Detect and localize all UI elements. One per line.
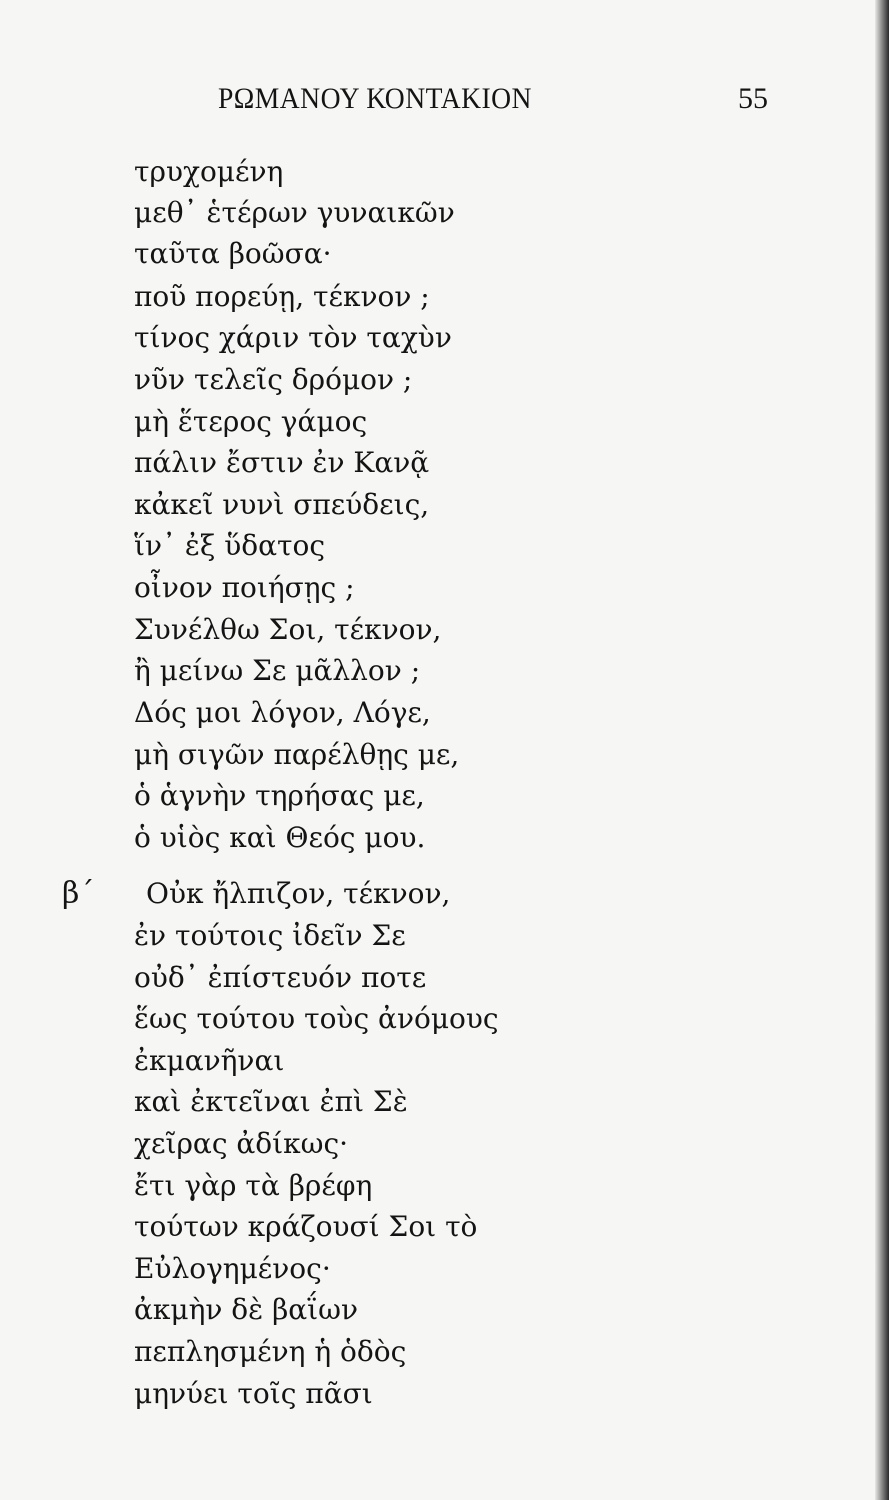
verse-line: ἢ μείνω Σε μᾶλλον ;: [134, 654, 421, 687]
verse-line: τρυχομένη: [134, 155, 284, 188]
verse-line: Συνέλθω Σοι, τέκνον,: [134, 613, 442, 646]
running-header-title: ΡΩΜΑΝΟΥ ΚΟΝΤΑΚΙΟΝ: [218, 82, 532, 115]
verse-line: ἀκμὴν δὲ βαΐων: [134, 1293, 359, 1326]
verse-line: ταῦτα βοῶσα·: [134, 237, 332, 270]
verse-line: ἐν τούτοις ἰδεῖν Σε: [134, 919, 406, 952]
verse-line: νῦν τελεῖς δρόμον ;: [134, 363, 413, 396]
page-edge-shadow: [875, 0, 889, 1500]
verse-line: οἶνον ποιήσῃς ;: [134, 571, 355, 604]
verse-line: τίνος χάριν τὸν ταχὺν: [134, 321, 452, 354]
verse-line: μηνύει τοῖς πᾶσι: [134, 1377, 373, 1410]
verse-line: ἕως τούτου τοὺς ἀνόμους: [134, 1002, 499, 1035]
verse-line: Οὐκ ἤλπιζον, τέκνον,: [146, 877, 451, 910]
verse-line: ὁ ἁγνὴν τηρήσας με,: [134, 779, 425, 812]
verse-line: κἀκεῖ νυνὶ σπεύδεις,: [134, 488, 430, 521]
verse-line: χεῖρας ἀδίκως·: [134, 1127, 349, 1160]
verse-line: καὶ ἐκτεῖναι ἐπὶ Σὲ: [134, 1085, 408, 1118]
verse-line: ὁ υἱὸς καὶ Θεός μου.: [134, 821, 426, 854]
verse-line: τούτων κράζουσί Σοι τὸ: [134, 1210, 478, 1243]
verse-line: οὐδ᾽ ἐπίστευόν ποτε: [134, 961, 427, 994]
verse-line: μὴ σιγῶν παρέλθῃς με,: [134, 738, 460, 771]
verse-line: Δός μοι λόγον, Λόγε,: [134, 696, 431, 729]
verse-line: Εὐλογημένος·: [134, 1252, 331, 1285]
stanza-number: β΄: [62, 876, 95, 911]
verse-line: ἐκμανῆναι: [134, 1044, 285, 1077]
verse-line: μεθ᾽ ἑτέρων γυναικῶν: [134, 196, 455, 229]
verse-line: ἔτι γὰρ τὰ βρέφη: [134, 1169, 373, 1202]
verse-line: ἵν᾽ ἐξ ὕδατος: [134, 529, 326, 562]
verse-line: μὴ ἕτερος γάμος: [134, 405, 368, 438]
page-number: 55: [738, 82, 768, 115]
verse-line: ποῦ πορεύῃ, τέκνον ;: [134, 280, 430, 313]
verse-line: πεπλησμένη ἡ ὁδὸς: [134, 1335, 407, 1368]
verse-line: πάλιν ἔστιν ἐν Κανᾷ: [134, 446, 430, 479]
